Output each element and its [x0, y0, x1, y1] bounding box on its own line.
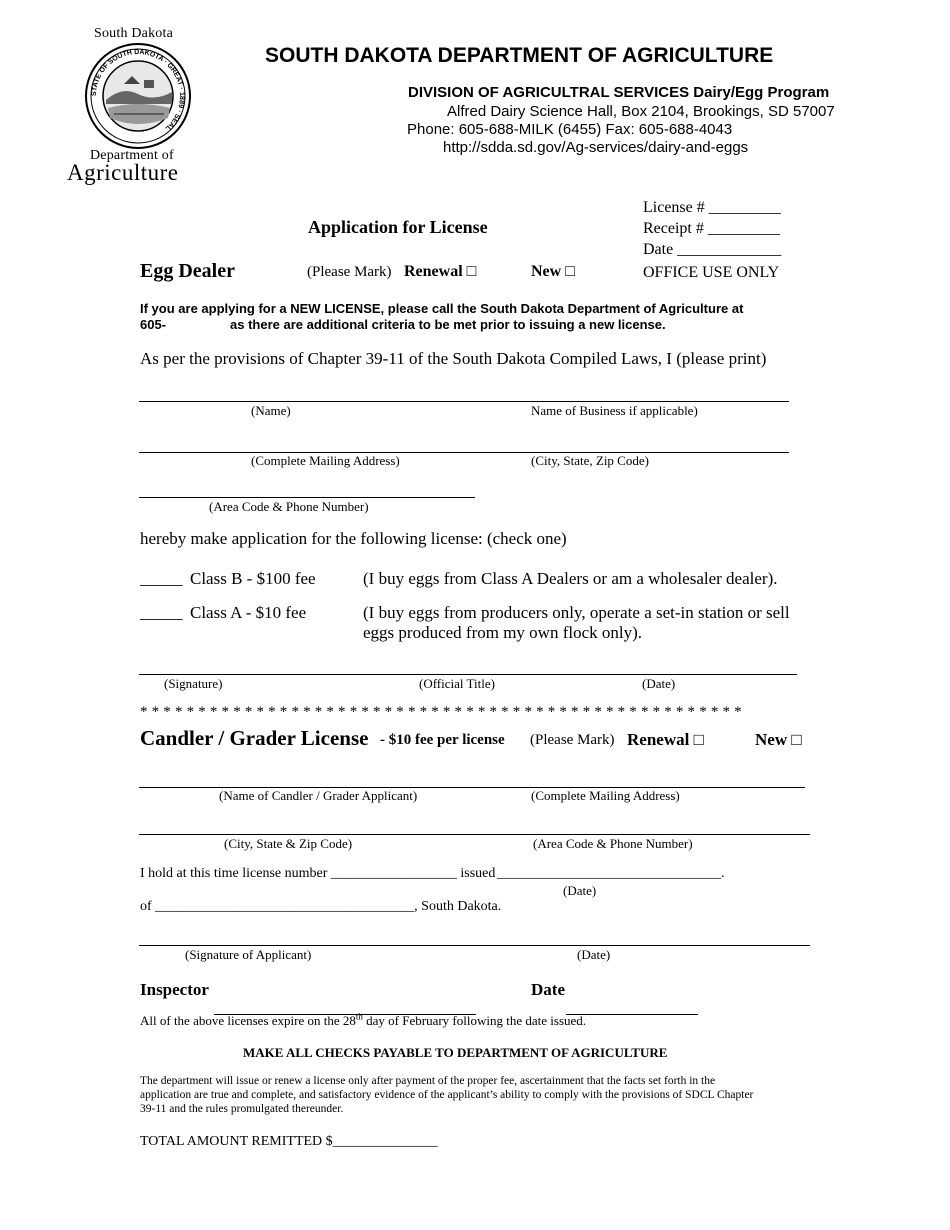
- signature-line[interactable]: [139, 674, 797, 675]
- candler-name-caption: (Name of Candler / Grader Applicant): [219, 788, 418, 803]
- class-a-description-line1: (I buy eggs from producers only, operate a set-in station or sell: [363, 603, 790, 622]
- candler-mailing-caption: (Complete Mailing Address): [531, 788, 680, 803]
- office-license-number: License # _________: [643, 199, 781, 216]
- phone-caption: (Area Code & Phone Number): [209, 499, 369, 514]
- total-amount-remitted[interactable]: TOTAL AMOUNT REMITTED $_______________: [140, 1134, 438, 1149]
- section-separator: * * * * * * * * * * * * * * * * * * * * * * * * * * * * * * * * * * * * * * * * * * * * * * * * * * * *: [140, 704, 742, 720]
- provisions-statement: As per the provisions of Chapter 39-11 of the South Dakota Compiled Laws, I (please print): [140, 349, 767, 368]
- inspector-label: Inspector: [140, 980, 209, 999]
- name-caption: (Name): [251, 403, 291, 418]
- division-url[interactable]: http://sdda.sd.gov/Ag-services/dairy-and-eggs: [443, 139, 749, 156]
- logo-dept-line1: Department of: [90, 148, 174, 163]
- candler-fee: - $10 fee per license: [380, 732, 505, 748]
- inspector-date-label: Date: [531, 980, 565, 999]
- state-seal-icon: [84, 42, 192, 150]
- page-title: SOUTH DAKOTA DEPARTMENT OF AGRICULTURE: [265, 44, 774, 67]
- division-phone: Phone: 605-688-MILK (6455) Fax: 605-688-4043: [407, 121, 733, 138]
- candler-please-mark: (Please Mark): [530, 732, 615, 748]
- class-b-label: Class B - $100 fee: [190, 569, 316, 588]
- class-a-checkbox-blank[interactable]: _____: [140, 603, 183, 622]
- applicant-date-caption: (Date): [577, 947, 611, 962]
- checks-payable-note: MAKE ALL CHECKS PAYABLE TO DEPARTMENT OF AGRICULTURE: [243, 1045, 668, 1060]
- division-name: DIVISION OF AGRICULTRAL SERVICES Dairy/Egg Program: [408, 84, 830, 101]
- new-license-notice-prefix: 605-: [140, 317, 167, 332]
- logo-top-text: South Dakota: [94, 26, 174, 41]
- name-business-line[interactable]: [139, 401, 789, 402]
- egg-dealer-new-checkbox[interactable]: New □: [531, 263, 575, 280]
- office-receipt-number: Receipt # _________: [643, 220, 780, 237]
- class-b-checkbox-blank[interactable]: _____: [140, 569, 183, 588]
- office-use-label: OFFICE USE ONLY: [643, 264, 780, 281]
- candler-renewal-checkbox[interactable]: Renewal □: [627, 730, 704, 749]
- official-title-caption: (Official Title): [419, 676, 495, 691]
- held-license-county[interactable]: of _____________________________________, South Dakota.: [140, 899, 502, 914]
- logo-dept-line2: Agriculture: [67, 160, 179, 185]
- mailing-address-caption: (Complete Mailing Address): [251, 453, 400, 468]
- candler-new-checkbox[interactable]: New □: [755, 730, 802, 749]
- class-a-description-line2: eggs produced from my own flock only).: [363, 623, 643, 642]
- egg-dealer-title: Egg Dealer: [140, 260, 235, 282]
- address-city-line[interactable]: [139, 452, 789, 453]
- candler-city-line[interactable]: [139, 834, 810, 835]
- office-date: Date _____________: [643, 241, 782, 258]
- signature-date-caption: (Date): [642, 676, 676, 691]
- license-expiration-note: All of the above licenses expire on the 28th day of February following the date issued.: [140, 1011, 587, 1028]
- held-license-date-caption: (Date): [563, 883, 597, 898]
- new-license-notice-line2: as there are additional criteria to be met prior to issuing a new license.: [230, 317, 666, 332]
- seal-ring-text: STATE OF SOUTH DAKOTA · GREAT · 1889 · SEAL: [90, 48, 186, 132]
- application-title: Application for License: [308, 217, 488, 237]
- class-a-label: Class A - $10 fee: [190, 603, 307, 622]
- disclaimer-line2: application are true and complete, and satisfactory evidence of the applicant’s ability to comply with the provisions of SDCL Chapter: [140, 1089, 754, 1101]
- candler-city-caption: (City, State & Zip Code): [224, 836, 353, 851]
- held-license-issued-date[interactable]: ________________________________.: [497, 866, 725, 881]
- egg-dealer-renewal-checkbox[interactable]: Renewal □: [404, 263, 477, 280]
- applicant-signature-line[interactable]: [139, 945, 810, 946]
- division-address: Alfred Dairy Science Hall, Box 2104, Brookings, SD 57007: [447, 103, 835, 120]
- candler-title: Candler / Grader License: [140, 726, 369, 750]
- phone-line[interactable]: [139, 497, 475, 498]
- city-state-zip-caption: (City, State, Zip Code): [531, 453, 649, 468]
- disclaimer-line1: The department will issue or renew a license only after payment of the proper fee, ascertainment that the facts set forth in the: [140, 1075, 716, 1087]
- class-b-description: (I buy eggs from Class A Dealers or am a wholesaler dealer).: [363, 569, 778, 588]
- business-caption: Name of Business if applicable): [531, 403, 698, 418]
- signature-caption: (Signature): [164, 676, 223, 691]
- egg-dealer-please-mark: (Please Mark): [307, 264, 392, 280]
- new-license-notice-line1: If you are applying for a NEW LICENSE, please call the South Dakota Department of Agriculture at: [140, 301, 744, 316]
- hereby-statement: hereby make application for the following license: (check one): [140, 529, 567, 548]
- applicant-signature-caption: (Signature of Applicant): [185, 947, 312, 962]
- disclaimer-line3: 39-11 and the rules promulgated thereunder.: [140, 1103, 344, 1115]
- held-license-number[interactable]: I hold at this time license number __________________ issued: [140, 866, 496, 881]
- candler-phone-caption: (Area Code & Phone Number): [533, 836, 693, 851]
